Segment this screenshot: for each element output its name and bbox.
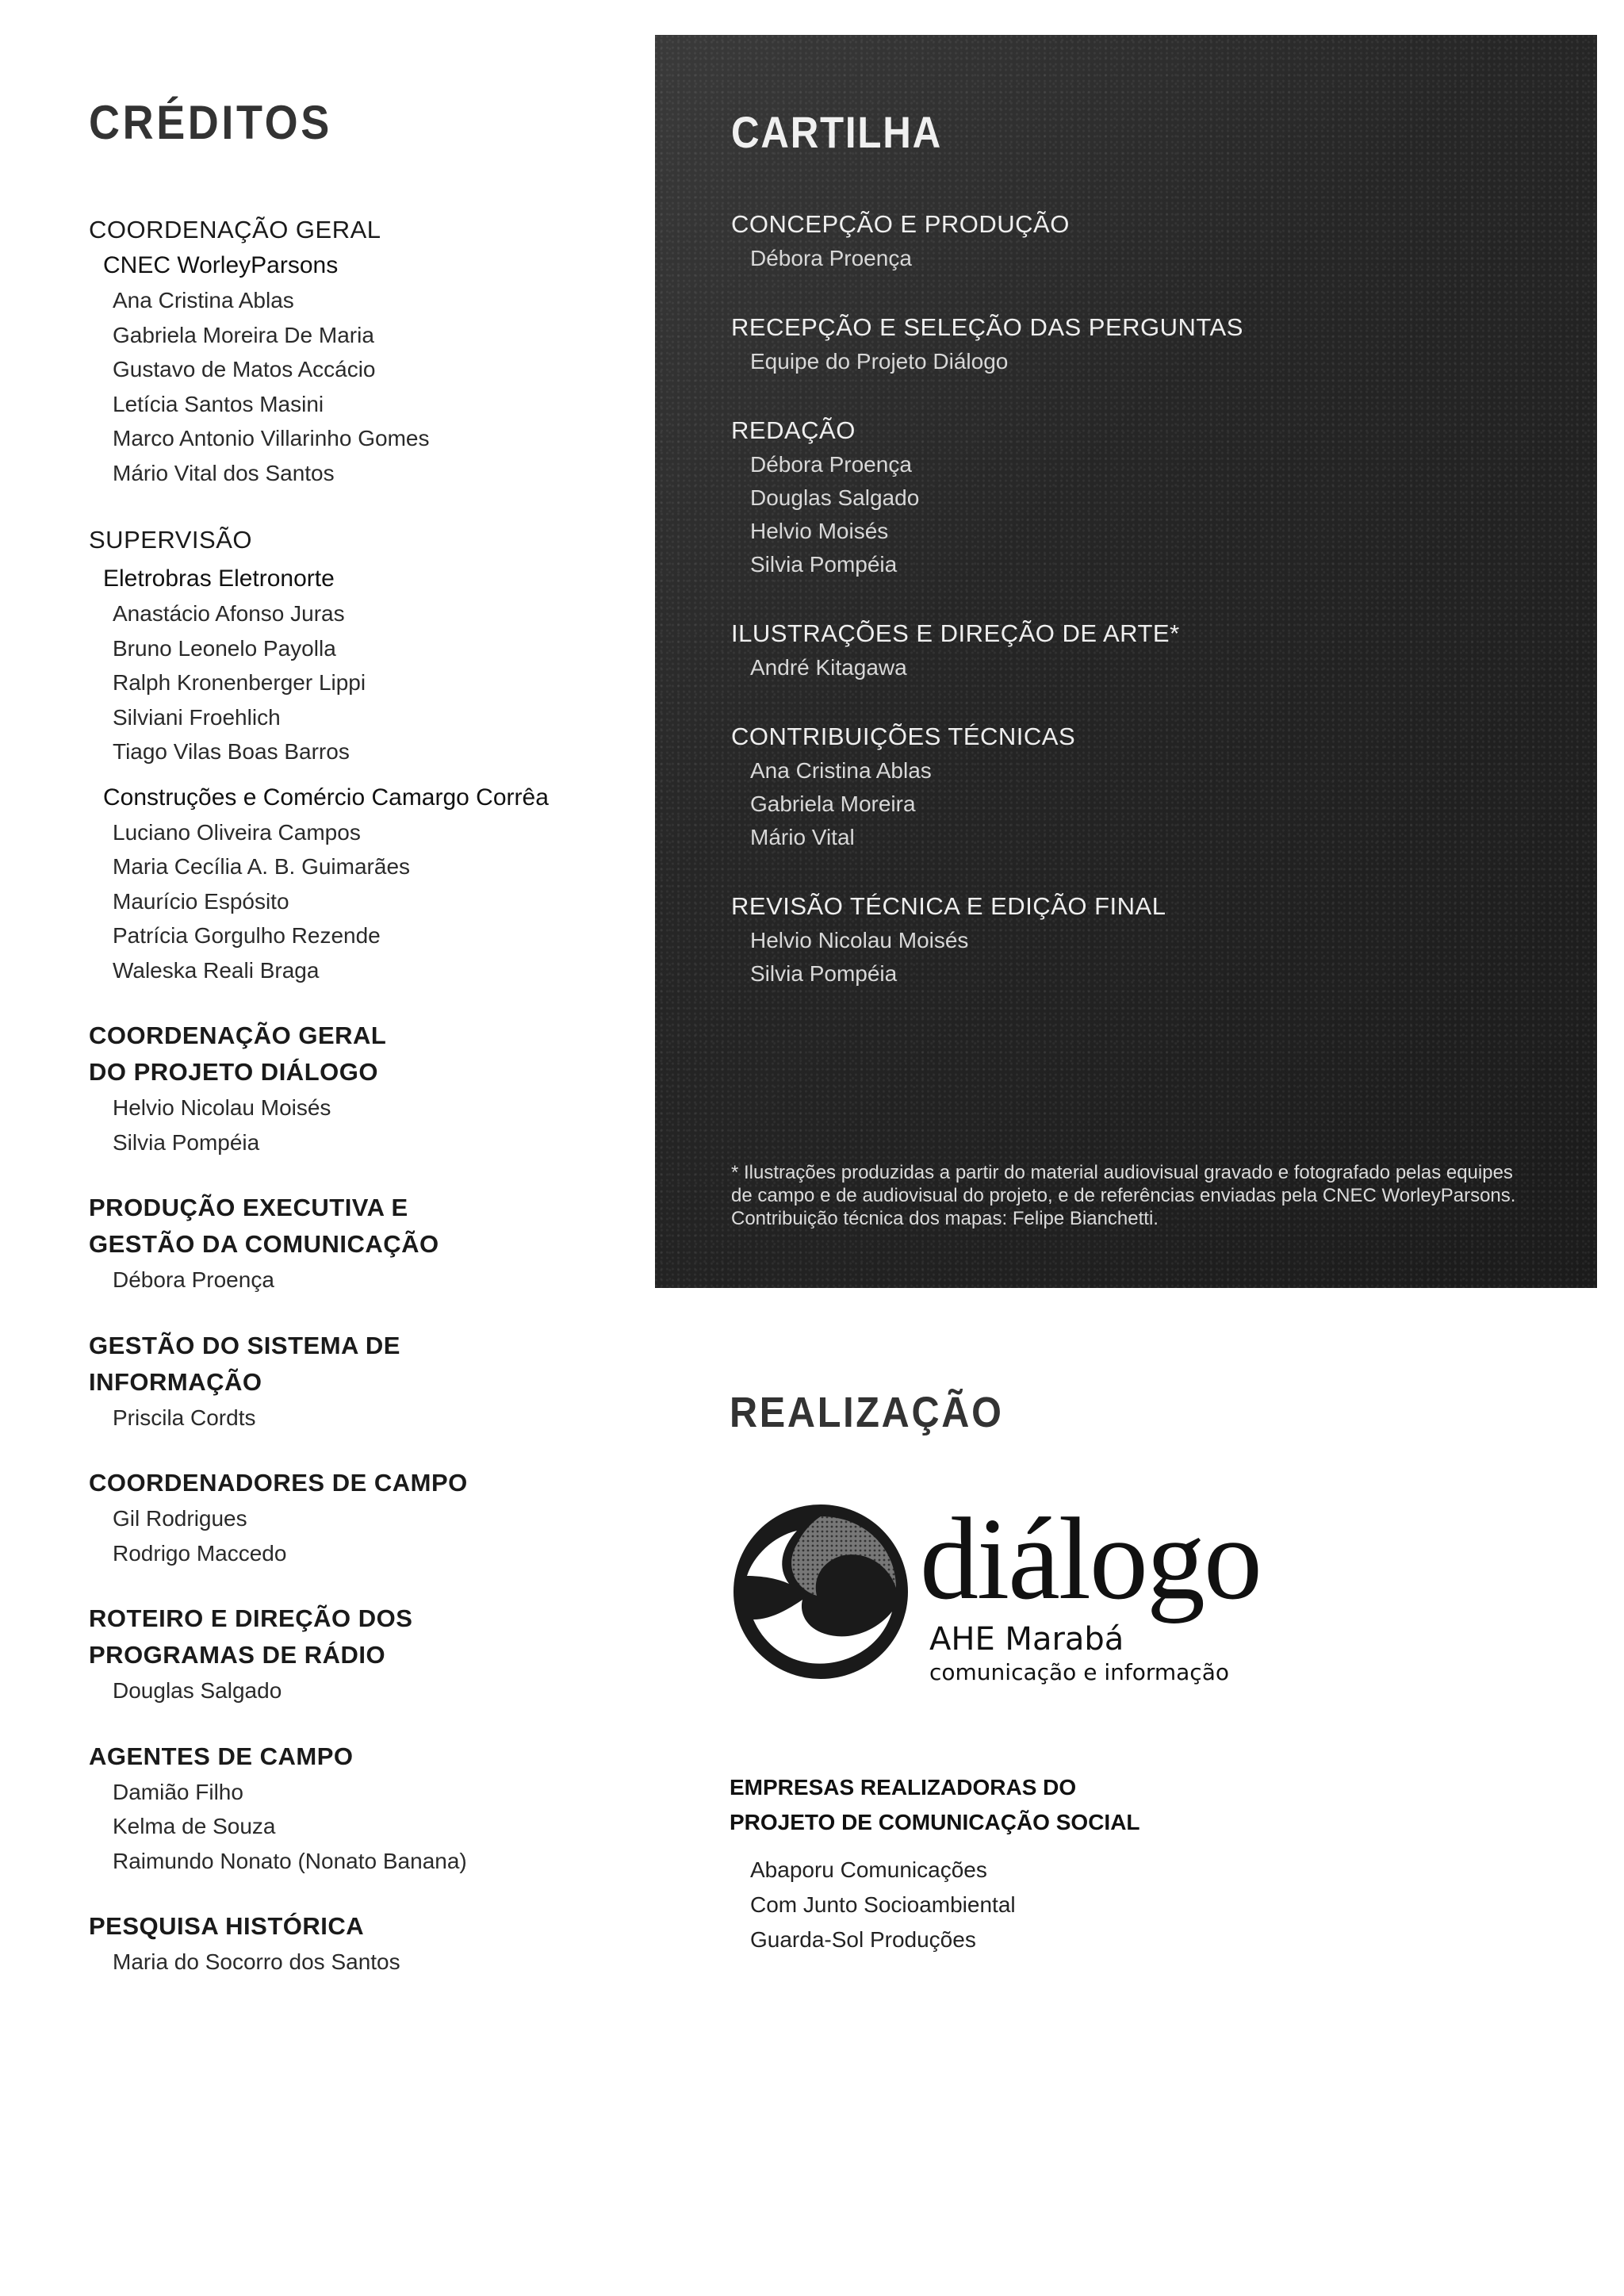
group-revisao: [731, 889, 1572, 991]
section-heading: GESTÃO DO SISTEMA DE: [89, 1331, 400, 1359]
logo-wordmark: diálogo: [920, 1494, 1261, 1624]
credit-name: André Kitagawa: [750, 655, 907, 680]
credit-name: Waleska Reali Braga: [113, 957, 320, 983]
credit-name: Kelma de Souza: [113, 1814, 276, 1838]
name-list: [113, 1091, 644, 1159]
group-agentes: [89, 1738, 644, 1879]
name-list: [113, 1401, 644, 1435]
section-heading: COORDENADORES DE CAMPO: [89, 1469, 468, 1497]
credit-name: Maurício Espósito: [113, 888, 289, 914]
section-heading: RECEPÇÃO E SELEÇÃO DAS PERGUNTAS: [731, 313, 1243, 341]
section-heading: PESQUISA HISTÓRICA: [89, 1912, 365, 1940]
empresas-list: [750, 1853, 1602, 1957]
section-heading: REDAÇÃO: [731, 416, 856, 444]
credit-name: Douglas Salgado: [113, 1678, 282, 1703]
footnote: * Ilustrações produzidas a partir do material audiovisual gravado e fotografado pelas equipes de campo e de audiovisual do projeto, e de referências enviadas pela CNEC WorleyParsons. Contribuição técnica dos mapas: Felipe Bianchetti.: [731, 1162, 1516, 1229]
org-block: [89, 780, 644, 988]
group-gestao-sistema: [89, 1328, 644, 1435]
realizacao-title: REALIZAÇÃO: [730, 1389, 1004, 1436]
section-heading: ILUSTRAÇÕES E DIREÇÃO DE ARTE*: [731, 619, 1180, 647]
credit-name: Maria Cecília A. B. Guimarães: [113, 854, 411, 879]
credit-name: Mário Vital dos Santos: [113, 460, 335, 485]
credit-name: Luciano Oliveira Campos: [113, 819, 361, 845]
credit-name: Letícia Santos Masini: [113, 391, 324, 416]
credit-name: Bruno Leonelo Payolla: [113, 635, 336, 661]
group-recepcao: [731, 310, 1572, 378]
section-heading: AGENTES DE CAMPO: [89, 1742, 354, 1770]
org-name: Eletrobras Eletronorte: [103, 565, 335, 592]
group-redacao: [731, 413, 1572, 581]
group-concepcao: [731, 207, 1572, 275]
credit-name: Helvio Nicolau Moisés: [750, 928, 969, 953]
section-heading: DO PROJETO DIÁLOGO: [89, 1058, 378, 1086]
name-list: [113, 1501, 644, 1570]
group-coord-projeto: [89, 1018, 644, 1159]
section-heading: SUPERVISÃO: [89, 526, 253, 554]
credit-name: Marco Antonio Villarinho Gomes: [113, 426, 430, 450]
logo-tagline: comunicação e informação: [929, 1659, 1229, 1685]
name-list: [113, 596, 644, 769]
name-list: [113, 283, 644, 490]
credits-title: CRÉDITOS: [89, 96, 332, 149]
credit-name: Débora Proença: [113, 1267, 274, 1292]
group-ilustracoes: [731, 616, 1572, 684]
credit-name: Silvia Pompéia: [750, 961, 898, 986]
credits-column: [89, 95, 644, 2010]
credit-name: Débora Proença: [750, 246, 912, 270]
credit-name: Silvia Pompéia: [113, 1129, 260, 1155]
credit-name: Mário Vital: [750, 825, 855, 849]
name-list: [113, 1263, 644, 1297]
section-heading: COORDENAÇÃO GERAL: [89, 216, 381, 243]
empresas-heading: [730, 1770, 1602, 1840]
empresa-name: Com Junto Socioambiental: [750, 1892, 1016, 1917]
credit-name: Equipe do Projeto Diálogo: [750, 349, 1009, 374]
credit-name: Gabriela Moreira: [750, 792, 916, 816]
credit-name: Gil Rodrigues: [113, 1506, 247, 1531]
credit-name: Douglas Salgado: [750, 485, 920, 510]
credit-name: Débora Proença: [750, 452, 912, 477]
credit-name: Damião Filho: [113, 1779, 243, 1804]
empresas-heading-line: PROJETO DE COMUNICAÇÃO SOCIAL: [730, 1810, 1140, 1834]
realizacao-section: [730, 1388, 1602, 1957]
credit-name: Ana Cristina Ablas: [113, 288, 294, 312]
group-roteiro: [89, 1600, 644, 1708]
group-contribuicoes: [731, 719, 1572, 854]
credit-name: Helvio Nicolau Moisés: [113, 1095, 331, 1120]
credit-name: Gabriela Moreira De Maria: [113, 322, 374, 347]
credit-name: Anastácio Afonso Juras: [113, 601, 345, 626]
empresa-name: Abaporu Comunicações: [750, 1857, 987, 1882]
group-supervisao: [89, 522, 644, 987]
group-pesquisa: [89, 1908, 644, 1980]
cartilha-content: [731, 106, 1572, 1025]
group-producao: [89, 1190, 644, 1297]
section-heading: REVISÃO TÉCNICA E EDIÇÃO FINAL: [731, 892, 1166, 920]
cartilha-title: CARTILHA: [731, 107, 942, 157]
section-heading: GESTÃO DA COMUNICAÇÃO: [89, 1230, 439, 1258]
section-heading: CONTRIBUIÇÕES TÉCNICAS: [731, 723, 1076, 750]
empresas-heading-line: EMPRESAS REALIZADORAS DO: [730, 1775, 1077, 1800]
section-heading: ROTEIRO E DIREÇÃO DOS: [89, 1604, 413, 1632]
credit-name: Patrícia Gorgulho Rezende: [113, 923, 381, 948]
name-list: [113, 1673, 644, 1708]
dialogo-logo-icon: [730, 1501, 912, 1683]
credit-name: Tiago Vilas Boas Barros: [113, 739, 350, 764]
dialogo-logo: [730, 1494, 1602, 1731]
credit-name: Priscila Cordts: [113, 1405, 256, 1430]
credit-name: Rodrigo Maccedo: [113, 1540, 287, 1566]
org-block: [89, 562, 644, 769]
name-list: [113, 1945, 644, 1980]
org-name: CNEC WorleyParsons: [103, 252, 339, 278]
credit-name: Helvio Moisés: [750, 519, 889, 543]
section-heading: PRODUÇÃO EXECUTIVA E: [89, 1194, 408, 1221]
credit-name: Silviani Froehlich: [113, 704, 281, 730]
cartilha-panel: [655, 35, 1597, 1288]
credit-name: Gustavo de Matos Accácio: [113, 357, 376, 381]
credit-name: Raimundo Nonato (Nonato Banana): [113, 1848, 467, 1873]
org-name: Construções e Comércio Camargo Corrêa: [103, 784, 549, 811]
group-coordenadores-campo: [89, 1465, 644, 1570]
empresa-name: Guarda-Sol Produções: [750, 1927, 976, 1952]
name-list: [113, 815, 644, 988]
credit-name: Ana Cristina Ablas: [750, 758, 932, 783]
credit-name: Ralph Kronenberger Lippi: [113, 670, 366, 695]
credit-name: Maria do Socorro dos Santos: [113, 1949, 400, 1974]
logo-subtitle: AHE Marabá: [929, 1621, 1124, 1658]
section-heading: INFORMAÇÃO: [89, 1367, 262, 1396]
section-heading: COORDENAÇÃO GERAL: [89, 1022, 387, 1049]
name-list: [113, 1775, 644, 1879]
credit-name: Silvia Pompéia: [750, 552, 898, 577]
group-coordenacao-geral: [89, 212, 644, 490]
section-heading: PROGRAMAS DE RÁDIO: [89, 1641, 386, 1669]
section-heading: CONCEPÇÃO E PRODUÇÃO: [731, 210, 1070, 238]
